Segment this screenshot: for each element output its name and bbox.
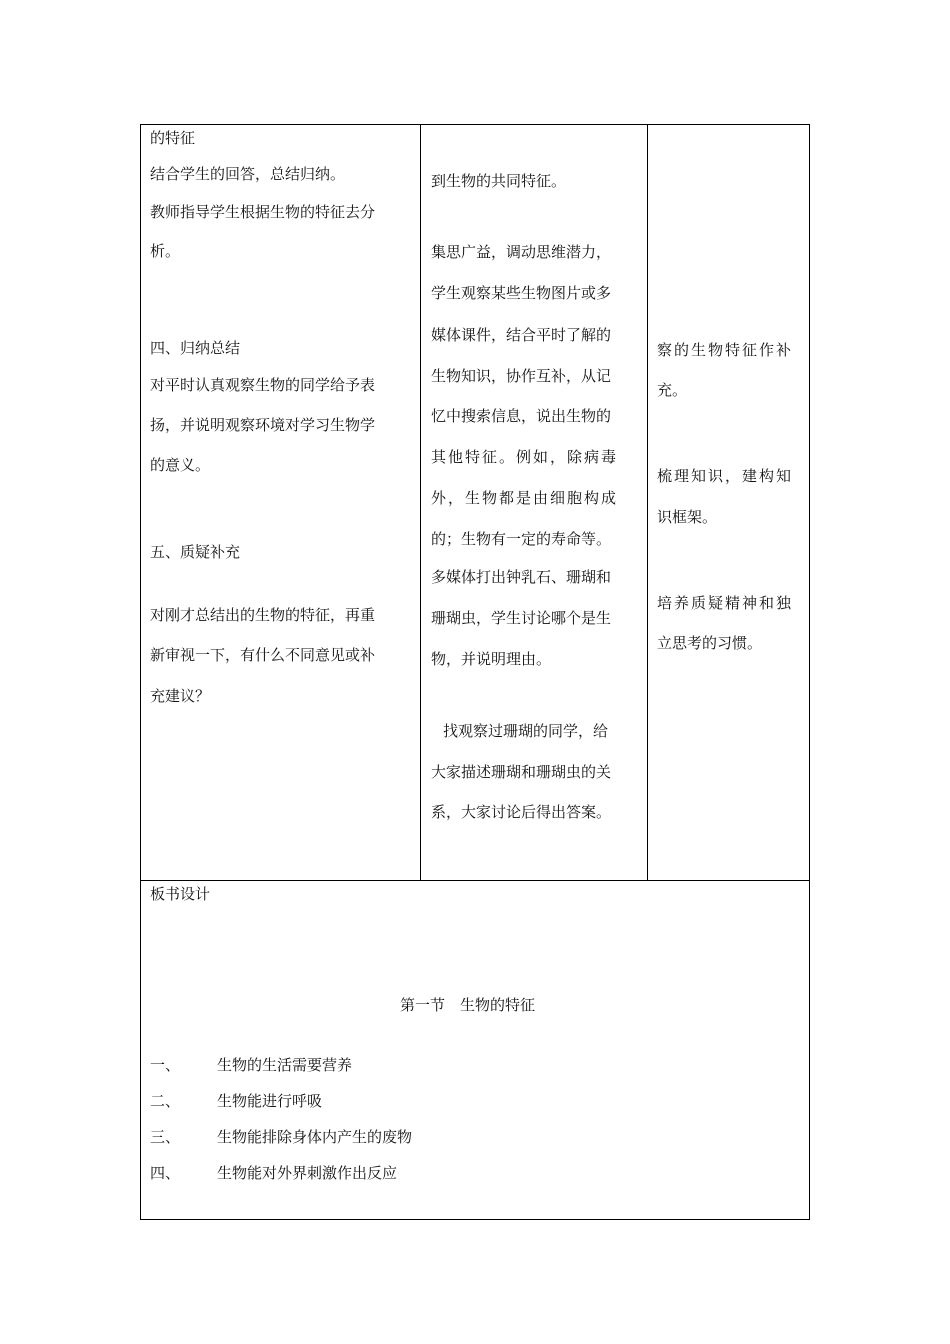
text-line: 物，并说明理由。 — [431, 650, 552, 668]
text-line: 识框架。 — [657, 508, 718, 526]
text-line: 析。 — [150, 242, 181, 260]
text-line: 学生观察某些生物图片或多 — [431, 284, 612, 302]
text-line: 到生物的共同特征。 — [431, 172, 567, 190]
text-line: 生物知识，协作互补，从记 — [431, 367, 612, 385]
text-line: 立思考的习惯。 — [657, 634, 763, 652]
text-line: 大家描述珊瑚和珊瑚虫的关 — [431, 763, 612, 781]
text-line: 的特征 — [150, 129, 196, 147]
text-line: 其他特征。例如，除病毒 — [431, 448, 619, 466]
text-line: 充建议？ — [150, 687, 211, 705]
board-item-number: 一、 — [150, 1056, 181, 1074]
board-item-text: 生物的生活需要营养 — [217, 1056, 353, 1074]
column-divider-1 — [420, 124, 421, 881]
text-line: 多媒体打出钟乳石、珊瑚和 — [431, 568, 612, 586]
table-border-left — [140, 124, 141, 1220]
table-border-bottom — [140, 1219, 810, 1220]
text-line: 培养质疑精神和独 — [657, 594, 794, 612]
table-border-right — [809, 124, 810, 1220]
text-line: 外，生物都是由细胞构成 — [431, 489, 619, 507]
board-item-text: 生物能排除身体内产生的废物 — [217, 1128, 413, 1146]
text-line: 梳理知识，建构知 — [657, 467, 794, 485]
text-line: 集思广益，调动思维潜力， — [431, 243, 612, 261]
text-line: 充。 — [657, 381, 688, 399]
text-line: 结合学生的回答，总结归纳。 — [150, 165, 346, 183]
text-line: 媒体课件，结合平时了解的 — [431, 326, 612, 344]
table-border-top — [140, 124, 810, 125]
text-line: 的意义。 — [150, 456, 211, 474]
board-item-number: 二、 — [150, 1092, 181, 1110]
board-title: 第一节 生物的特征 — [400, 996, 536, 1014]
text-line: 忆中搜索信息，说出生物的 — [431, 407, 612, 425]
text-line: 新审视一下，有什么不同意见或补 — [150, 646, 376, 664]
row-divider — [140, 880, 810, 881]
text-line: 系，大家讨论后得出答案。 — [431, 803, 612, 821]
text-line: 察的生物特征作补 — [657, 341, 794, 359]
text-line: 珊瑚虫，学生讨论哪个是生 — [431, 609, 612, 627]
section-heading: 五、质疑补充 — [150, 543, 241, 561]
text-line: 教师指导学生根据生物的特征去分 — [150, 203, 376, 221]
board-item-number: 四、 — [150, 1164, 181, 1182]
text-line: 对刚才总结出的生物的特征，再重 — [150, 606, 376, 624]
text-line: 的；生物有一定的寿命等。 — [431, 530, 612, 548]
text-line: 找观察过珊瑚的同学，给 — [443, 722, 609, 740]
board-item-text: 生物能进行呼吸 — [217, 1092, 323, 1110]
text-line: 对平时认真观察生物的同学给予表 — [150, 376, 376, 394]
section-heading: 四、归纳总结 — [150, 339, 241, 357]
board-item-text: 生物能对外界刺激作出反应 — [217, 1164, 398, 1182]
board-item-number: 三、 — [150, 1128, 181, 1146]
column-divider-2 — [647, 124, 648, 881]
board-design-label: 板书设计 — [150, 885, 211, 903]
text-line: 扬，并说明观察环境对学习生物学 — [150, 416, 376, 434]
